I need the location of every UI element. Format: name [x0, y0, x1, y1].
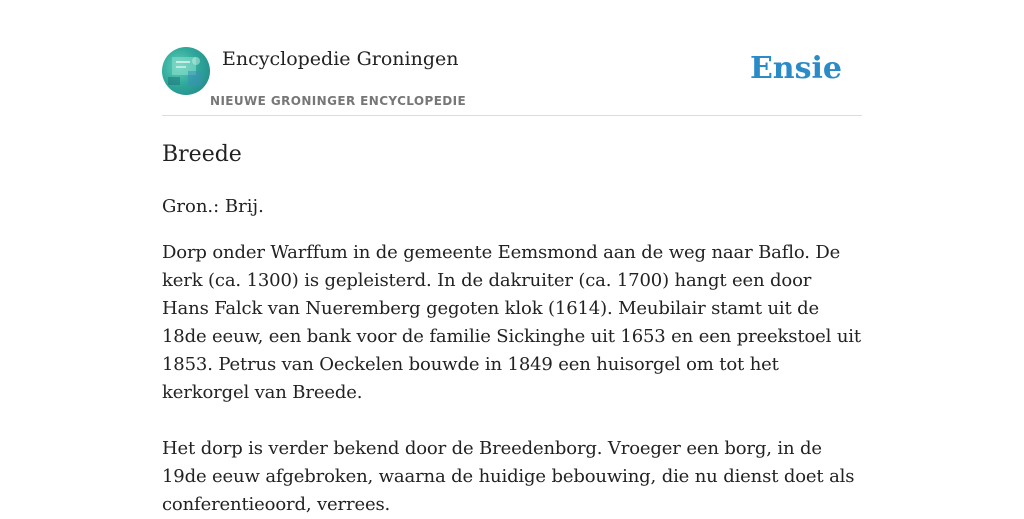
header — [162, 0, 862, 116]
site-title[interactable]: Encyclopedie Groningen — [222, 48, 459, 70]
groningen-name: Gron.: Brij. — [162, 196, 264, 217]
encyclopedia-logo-icon[interactable] — [162, 47, 210, 95]
article-paragraph-1: Dorp onder Warffum in de gemeente Eemsmond aan de weg naar Baflo. De kerk (ca. 1300) is gepleisterd. In de dakruiter (ca. 1700) hangt een door Hans Falck van Nueremberg gegoten klok (1614). Meubilair stamt uit de 18de eeuw, een bank voor de familie Sickinghe uit 1653 en een preekstoel uit 1853. Petrus van Oeckelen bouwde in 1849 een huisorgel om tot het kerkorgel van Breede. — [162, 242, 861, 403]
article-body — [162, 239, 862, 519]
article-paragraph-2: Het dorp is verder bekend door de Breedenborg. Vroeger een borg, in de 19de eeuw afgebroken, waarna de huidige bebouwing, die nu dienst doet als conferentieoord, verrees. — [162, 438, 855, 515]
paragraph-gap — [162, 407, 862, 435]
page — [162, 0, 862, 515]
article-title: Breede — [162, 142, 242, 167]
site-subtitle: NIEUWE GRONINGER ENCYCLOPEDIE — [210, 94, 467, 108]
brand-logo[interactable]: Ensie — [749, 51, 842, 86]
